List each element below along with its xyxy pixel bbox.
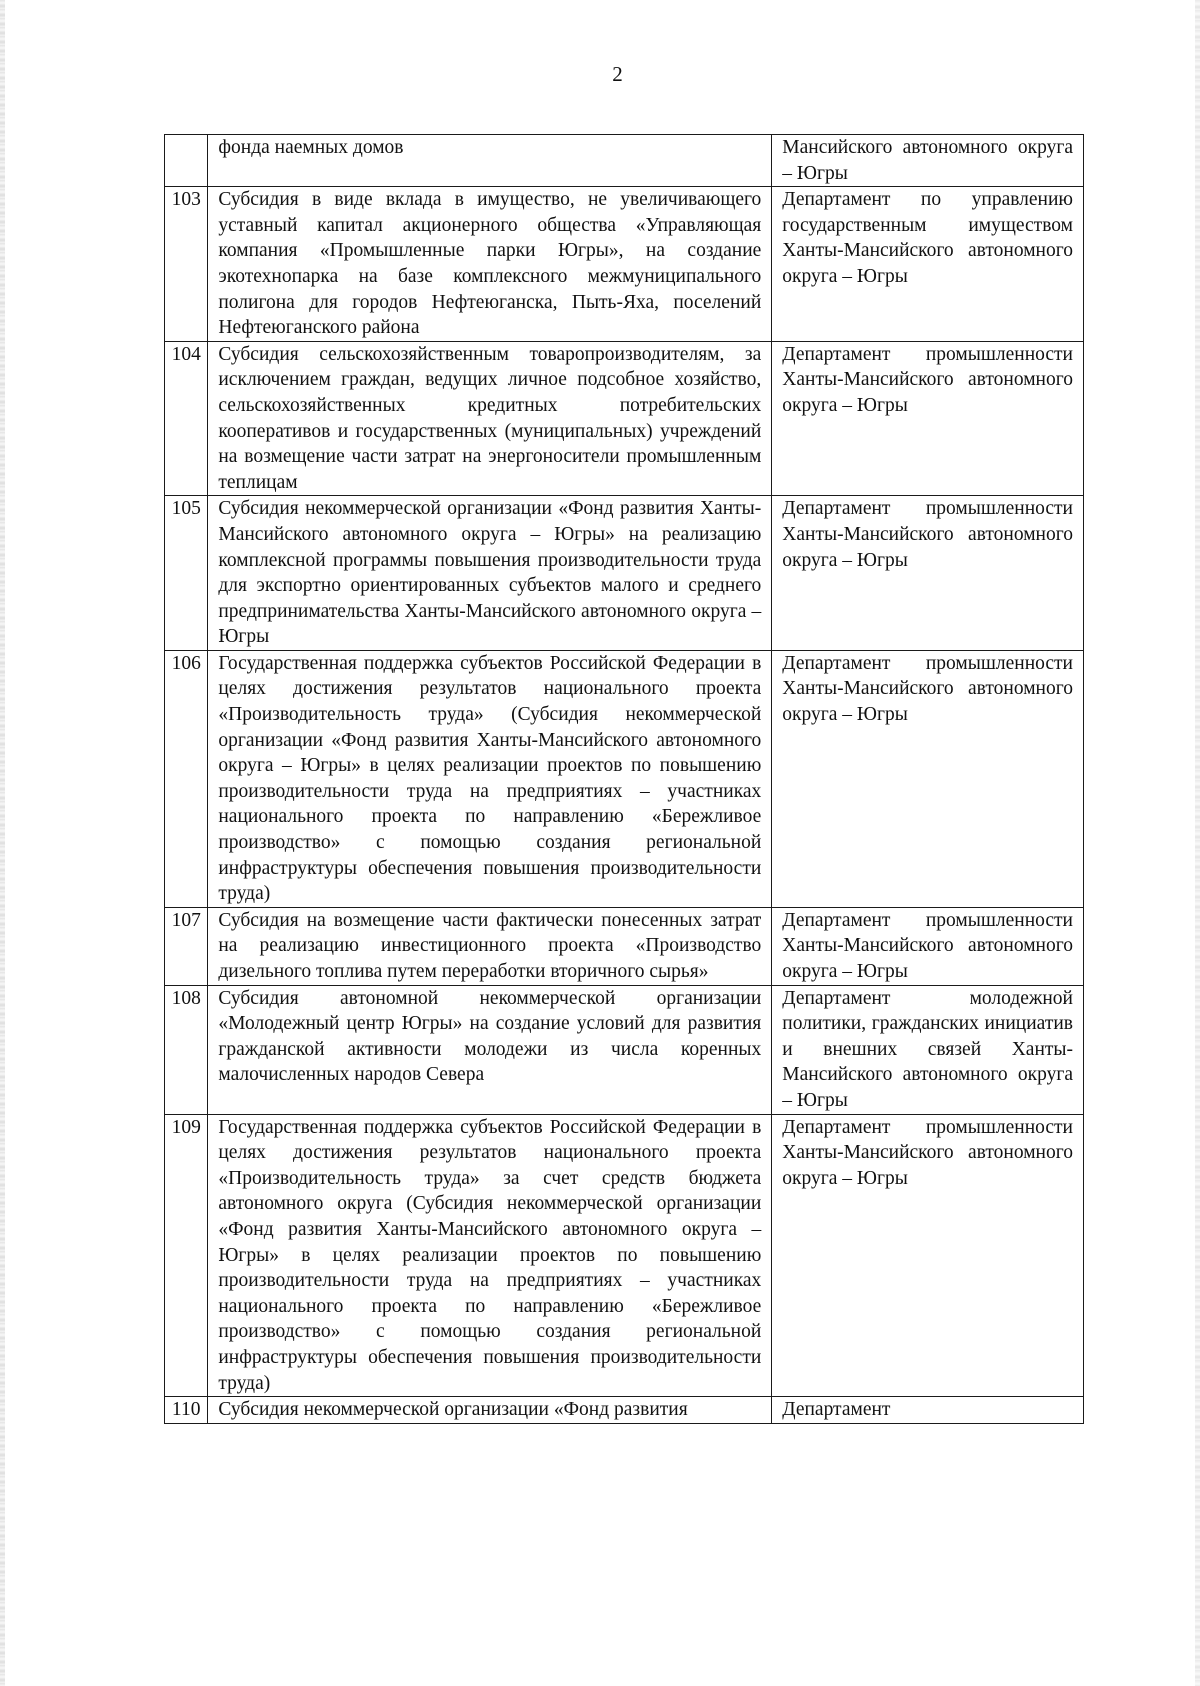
subsidy-description: Государственная поддержка субъектов Российской Федерации в целях достижения результатов национального проекта «Производительность труда» (Субсидия некоммерческой организации «Фонд развития Ханты-Мансийского автономного округа – Югры» в целях реализации проектов по повышению производительности труда на предприятиях – участниках национального проекта по направлению «Бережливое производство» с помощью создания региональной инфраструктуры обеспечения повышения производительности труда): [208, 650, 772, 907]
table-row: [165, 907, 1084, 985]
row-number: 109: [165, 1114, 208, 1397]
subsidy-description: Субсидия на возмещение части фактически понесенных затрат на реализацию инвестиционного проекта «Производство дизельного топлива путем переработки вторичного сырья»: [208, 907, 772, 985]
responsible-department: Департамент промышленности Ханты-Мансийского автономного округа – Югры: [772, 496, 1084, 651]
table-row: [165, 496, 1084, 651]
responsible-department: Департамент промышленности Ханты-Мансийского автономного округа – Югры: [772, 341, 1084, 496]
table-row: [165, 187, 1084, 342]
responsible-department: Департамент по управлению государственным имуществом Ханты-Мансийского автономного округа – Югры: [772, 187, 1084, 342]
responsible-department: Департамент молодежной политики, гражданских инициатив и внешних связей Ханты-Мансийского автономного округа – Югры: [772, 985, 1084, 1114]
subsidy-description: Субсидия автономной некоммерческой организации «Молодежный центр Югры» на создание условий для развития гражданской активности молодежи из числа коренных малочисленных народов Севера: [208, 985, 772, 1114]
row-number: 103: [165, 187, 208, 342]
row-number: 107: [165, 907, 208, 985]
row-number: [165, 135, 208, 187]
table-row: [165, 135, 1084, 187]
scan-edge-left: [0, 0, 5, 1686]
table-row: [165, 1397, 1084, 1424]
row-number: 105: [165, 496, 208, 651]
responsible-department: Департамент промышленности Ханты-Мансийского автономного округа – Югры: [772, 650, 1084, 907]
subsidy-description: фонда наемных домов: [208, 135, 772, 187]
subsidy-table: [164, 134, 1084, 1424]
table-row: [165, 1114, 1084, 1397]
page-number: 2: [612, 62, 623, 86]
row-number: 106: [165, 650, 208, 907]
scan-edge-right: [1195, 0, 1200, 1686]
subsidy-description: Субсидия в виде вклада в имущество, не увеличивающего уставный капитал акционерного общества «Управляющая компания «Промышленные парки Югры», на создание экотехнопарка на базе комплексного межмуниципального полигона для городов Нефтеюганска, Пыть-Яха, поселений Нефтеюганского района: [208, 187, 772, 342]
table-row: [165, 341, 1084, 496]
row-number: 104: [165, 341, 208, 496]
responsible-department: Мансийского автономного округа – Югры: [772, 135, 1084, 187]
subsidy-description: Государственная поддержка субъектов Российской Федерации в целях достижения результатов национального проекта «Производительность труда» за счет средств бюджета автономного округа (Субсидия некоммерческой организации «Фонд развития Ханты-Мансийского автономного округа – Югры» в целях реализации проектов по повышению производительности труда на предприятиях – участниках национального проекта по направлению «Бережливое производство» с помощью создания региональной инфраструктуры обеспечения повышения производительности труда): [208, 1114, 772, 1397]
subsidy-description: Субсидия сельскохозяйственным товаропроизводителям, за исключением граждан, ведущих личное подсобное хозяйство, сельскохозяйственных кредитных потребительских кооперативов и государственных (муниципальных) учреждений на возмещение части затрат на энергоносители промышленным теплицам: [208, 341, 772, 496]
table-row: [165, 650, 1084, 907]
subsidy-description: Субсидия некоммерческой организации «Фонд развития: [208, 1397, 772, 1424]
row-number: 108: [165, 985, 208, 1114]
responsible-department: Департамент промышленности Ханты-Мансийского автономного округа – Югры: [772, 1114, 1084, 1397]
responsible-department: Департамент: [772, 1397, 1084, 1424]
responsible-department: Департамент промышленности Ханты-Мансийского автономного округа – Югры: [772, 907, 1084, 985]
table-row: [165, 985, 1084, 1114]
row-number: 110: [165, 1397, 208, 1424]
subsidy-description: Субсидия некоммерческой организации «Фонд развития Ханты-Мансийского автономного округа – Югры» на реализацию комплексной программы повышения производительности труда для экспортно ориентированных субъектов малого и среднего предпринимательства Ханты-Мансийского автономного округа – Югры: [208, 496, 772, 651]
